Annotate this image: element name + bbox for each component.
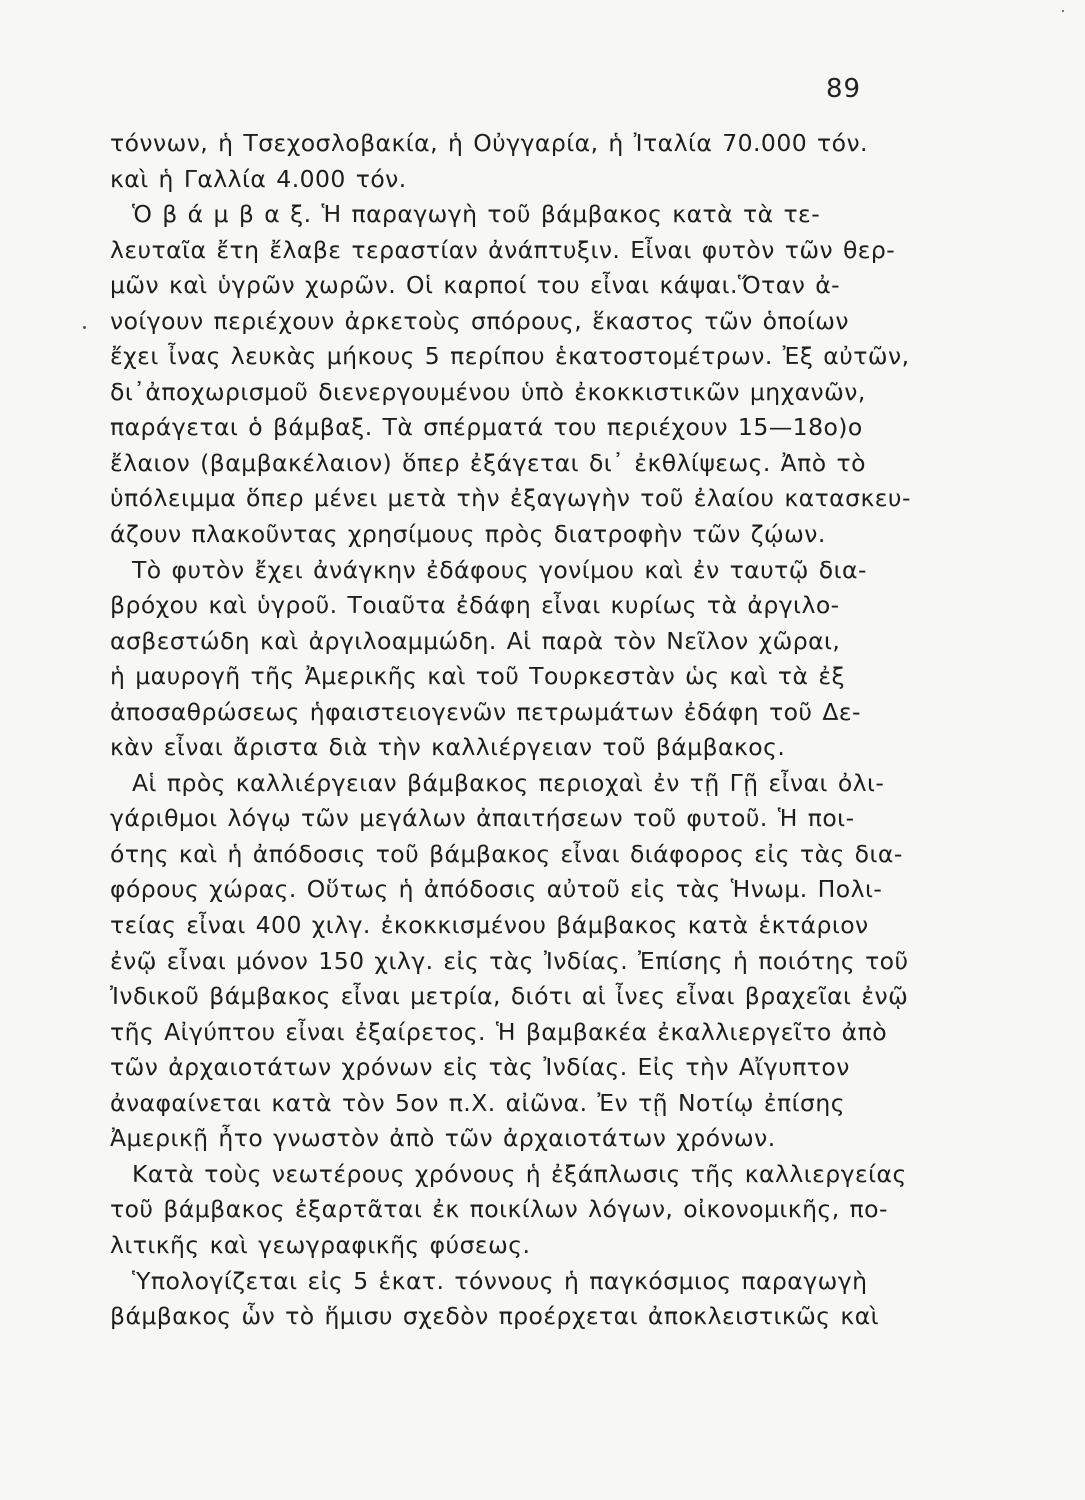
text-line: ἀποσαθρώσεως ἡφαιστειογενῶν πετρωμάτων ἐδάφη τοῦ Δε-	[110, 697, 861, 726]
text-line: τοῦ βάμβακος ἐξαρτᾶται ἐκ ποικίλων λόγων, οἰκονομικῆς, πο-	[110, 1195, 888, 1224]
text-line: τῆς Αἰγύπτου εἶναι ἐξαίρετος. Ἡ βαμβακέα ἐκαλλιεργεῖτο ἀπὸ	[110, 1017, 888, 1046]
text-line: γάριθμοι λόγῳ τῶν μεγάλων ἀπαιτήσεων τοῦ φυτοῦ. Ἡ ποι-	[110, 804, 855, 833]
text-line: Ἰνδικοῦ βάμβακος εἶναι μετρία, διότι αἱ ἶνες εἶναι βραχεῖαι ἐνῷ	[110, 982, 909, 1011]
text-line: ἔλαιον (βαμβακέλαιον) ὅπερ ἐξάγεται δι᾿ ἐκθλίψεως. Ἀπὸ τὸ	[110, 448, 866, 477]
page-number: 89	[826, 74, 862, 104]
text-line: τείας εἶναι 400 χιλγ. ἐκοκκισμένου βάμβακος κατὰ ἑκτάριον	[110, 911, 869, 940]
text-line: ἀναφαίνεται κατὰ τὸν 5ον π.Χ. αἰῶνα. Ἐν τῇ Νοτίῳ ἐπίσης	[110, 1088, 845, 1117]
text-line: Ὑπολογίζεται εἰς 5 ἑκατ. τόννους ἡ παγκόσμιος παραγωγὴ	[132, 1266, 868, 1295]
text-line: ἡ μαυρογῆ τῆς Ἀμερικῆς καὶ τοῦ Τουρκεστὰν ὡς καὶ τὰ ἐξ	[110, 662, 846, 691]
text-line: ἐνῷ εἶναι μόνον 150 χιλγ. εἰς τὰς Ἰνδίας. Ἐπίσης ἡ ποιότης τοῦ	[110, 946, 909, 975]
text-line: Ἀμερικῇ ἦτο γνωστὸν ἀπὸ τῶν ἀρχαιοτάτων χρόνων.	[110, 1124, 776, 1153]
text-line: βάμβακος ὧν τὸ ἥμισυ σχεδὸν προέρχεται ἀποκλειστικῶς καὶ	[110, 1302, 880, 1331]
text-line: λευταῖα ἔτη ἔλαβε τεραστίαν ἀνάπτυξιν. Εἶναι φυτὸν τῶν θερ-	[110, 235, 896, 264]
text-line: Ὁ β ά μ β α ξ. Ἡ παραγωγὴ τοῦ βάμβακος κατὰ τὰ τε-	[132, 200, 821, 229]
text-line: δι᾿ἀποχωρισμοῦ διενεργουμένου ὑπὸ ἐκοκκιστικῶν μηχανῶν,	[110, 377, 866, 406]
text-line: παράγεται ὁ βάμβαξ. Τὰ σπέρματά του περιέχουν 15—18ο)ο	[110, 413, 863, 442]
scan-speck	[83, 326, 86, 329]
text-line: καὶ ἡ Γαλλία 4.000 τόν.	[110, 164, 407, 193]
text-line: ἔχει ἶνας λευκὰς μήκους 5 περίπου ἑκατοστομέτρων. Ἐξ αὐτῶν,	[110, 342, 910, 371]
text-line: Τὸ φυτὸν ἔχει ἀνάγκην ἐδάφους γονίμου καὶ ἐν ταυτῷ δια-	[132, 555, 867, 584]
text-line: μῶν καὶ ὑγρῶν χωρῶν. Οἱ καρποί του εἶναι κάψαι.Ὅταν ἀ-	[110, 271, 841, 300]
text-line: νοίγουν περιέχουν ἀρκετοὺς σπόρους, ἕκαστος τῶν ὁποίων	[110, 306, 850, 335]
text-line: τόννων, ἡ Τσεχοσλοβακία, ἡ Οὐγγαρία, ἡ Ἰταλία 70.000 τόν.	[110, 129, 868, 157]
text-line: άζουν πλακοῦντας χρησίμους πρὸς διατροφὴν τῶν ζῴων.	[110, 520, 826, 549]
text-line: ότης καὶ ἡ ἀπόδοσις τοῦ βάμβακος εἶναι διάφορος εἰς τὰς δια-	[110, 839, 903, 868]
text-line: λιτικῆς καὶ γεωγραφικῆς φύσεως.	[110, 1230, 531, 1259]
text-line: ὑπόλειμμα ὅπερ μένει μετὰ τὴν ἐξαγωγὴν τοῦ ἐλαίου κατασκευ-	[110, 484, 911, 513]
text-line: Αἱ πρὸς καλλιέργειαν βάμβακος περιοχαὶ ἐν τῇ Γῇ εἶναι ὀλι-	[132, 768, 885, 797]
text-line: κὰν εἶναι ἄριστα διὰ τὴν καλλιέργειαν τοῦ βάμβακος.	[110, 733, 786, 762]
text-line: βρόχου καὶ ὑγροῦ. Τοιαῦτα ἐδάφη εἶναι κυρίως τὰ ἀργιλο-	[110, 591, 840, 620]
text-line: Κατὰ τοὺς νεωτέρους χρόνους ἡ ἐξάπλωσις τῆς καλλιεργείας	[132, 1159, 907, 1188]
text-line: ασβεστώδη καὶ ἀργιλοαμμώδη. Αἱ παρὰ τὸν Νεῖλον χῶραι,	[110, 626, 841, 655]
scan-speck	[1062, 10, 1064, 12]
body-text	[110, 126, 911, 1335]
text-line: φόρους χώρας. Οὕτως ἡ ἀπόδοσις αὐτοῦ εἰς τὰς Ἡνωμ. Πολι-	[110, 875, 883, 904]
text-line: τῶν ἀρχαιοτάτων χρόνων εἰς τὰς Ἰνδίας. Εἰς τὴν Αἴγυπτον	[110, 1053, 850, 1082]
